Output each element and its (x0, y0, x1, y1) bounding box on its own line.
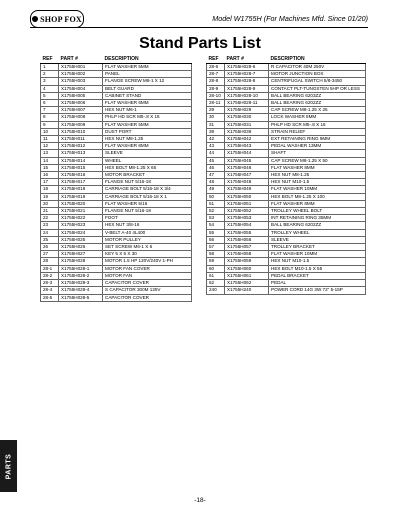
part-number-cell: X1755H014 (59, 157, 103, 164)
table-row (207, 100, 366, 107)
part-number-cell: X1755H023 (59, 222, 103, 229)
ref-cell: 24 (41, 229, 59, 236)
side-tab-label: PARTS (5, 453, 12, 479)
table-row (41, 258, 192, 265)
description-cell: STRAIN RELIEF (269, 128, 366, 135)
ref-cell: 12 (41, 143, 59, 150)
column-header-part: PART # (59, 56, 103, 64)
part-number-cell: X1755H029 (225, 107, 269, 114)
table-row (41, 272, 192, 279)
description-cell: SET SCREW M6-1 X 6 (103, 244, 192, 251)
model-heading: Model W1755H (For Machines Mfd. Since 01/20) (212, 14, 368, 23)
description-cell: MOTOR BRACKET (103, 172, 192, 179)
part-number-cell: X1755H005 (59, 92, 103, 99)
part-number-cell: X1755H240 (225, 287, 269, 294)
part-number-cell: X1755H018 (59, 186, 103, 193)
shop-fox-logo (30, 10, 84, 28)
ref-cell: 29 (207, 107, 225, 114)
table-row (41, 265, 192, 272)
ref-cell: 28-2 (41, 272, 59, 279)
description-cell: HEX BOLT M8-1.25 X 65 (103, 164, 192, 171)
part-number-cell: X1755H025 (59, 236, 103, 243)
part-number-cell: X1755H042 (225, 136, 269, 143)
table-row (41, 150, 192, 157)
column-header-ref: REF (207, 56, 225, 64)
table-header-row (207, 56, 366, 64)
part-number-cell: X1755H028-11 (225, 100, 269, 107)
description-cell: FLAT WASHER 5MM (103, 64, 192, 71)
ref-cell: 39 (207, 128, 225, 135)
description-cell: BALL BEARING 6202ZZ (269, 222, 366, 229)
ref-cell: 52 (207, 208, 225, 215)
description-cell: FOOT (103, 215, 192, 222)
part-number-cell: X1755H001 (59, 64, 103, 71)
table-row (41, 143, 192, 150)
table-row (207, 114, 366, 121)
ref-cell: 42 (207, 136, 225, 143)
ref-cell: 49 (207, 186, 225, 193)
table-row (207, 179, 366, 186)
part-number-cell: X1755H051 (225, 200, 269, 207)
part-number-cell: X1755H053 (225, 215, 269, 222)
ref-cell: 21 (41, 208, 59, 215)
part-number-cell: X1755H061 (225, 272, 269, 279)
description-cell: INT RETAINING RING 35MM (269, 215, 366, 222)
table-row (207, 236, 366, 243)
part-number-cell: X1755H055 (225, 229, 269, 236)
part-number-cell: X1755H019 (59, 193, 103, 200)
ref-cell: 16 (41, 172, 59, 179)
table-row (41, 100, 192, 107)
ref-cell: 43 (207, 143, 225, 150)
table-row (207, 200, 366, 207)
part-number-cell: X1755H022 (59, 215, 103, 222)
description-cell: HEX NUT M6-1 (103, 107, 192, 114)
description-cell: CAPACITOR COVER (103, 294, 192, 301)
ref-cell: 20 (41, 200, 59, 207)
description-cell: KEY 5 X 5 X 30 (103, 251, 192, 258)
table-row (207, 272, 366, 279)
table-row (207, 172, 366, 179)
description-cell: PHLP HD SCR M5-.8 X 16 (103, 114, 192, 121)
table-row (207, 222, 366, 229)
table-row (41, 92, 192, 99)
parts-table-left (40, 56, 192, 302)
ref-cell: 46 (207, 164, 225, 171)
part-number-cell: X1755H028-4 (59, 287, 103, 294)
part-number-cell: X1755H028-9 (225, 85, 269, 92)
table-row (207, 265, 366, 272)
part-number-cell: X1755H049 (225, 186, 269, 193)
ref-cell: 59 (207, 258, 225, 265)
table-row (41, 294, 192, 301)
column-header-description: DESCRIPTION (103, 56, 192, 64)
table-row (207, 287, 366, 294)
description-cell: PEDAL WASHER 13MM (269, 143, 366, 150)
table-row (207, 208, 366, 215)
part-number-cell: X1755H026 (59, 244, 103, 251)
description-cell: SHAFT (269, 150, 366, 157)
part-number-cell: X1755H056 (225, 236, 269, 243)
description-cell: HEX NUT M10-1.5 (269, 258, 366, 265)
ref-cell: 28-9 (207, 85, 225, 92)
part-number-cell: X1755H043 (225, 143, 269, 150)
table-row (41, 222, 192, 229)
ref-cell: 9 (41, 121, 59, 128)
table-row (41, 121, 192, 128)
part-number-cell: X1755H017 (59, 179, 103, 186)
description-cell: FLAT WASHER 5MM (103, 121, 192, 128)
table-row (207, 280, 366, 287)
table-row (207, 157, 366, 164)
table-row (207, 186, 366, 193)
description-cell: S CAPACITOR 300M 125V (103, 287, 192, 294)
table-row (41, 78, 192, 85)
part-number-cell: X1755H027 (59, 251, 103, 258)
part-number-cell: X1755H028-1 (59, 265, 103, 272)
description-cell: SLEEVE (103, 150, 192, 157)
ref-cell: 17 (41, 179, 59, 186)
ref-cell: 5 (41, 92, 59, 99)
description-cell: POWER CORD 14G 3W 72" 5-15P (269, 287, 366, 294)
description-cell: MOTOR FAN COVER (103, 265, 192, 272)
ref-cell: 47 (207, 172, 225, 179)
table-row (207, 215, 366, 222)
ref-cell: 44 (207, 150, 225, 157)
description-cell: CARRIAGE BOLT 5/16-18 X 1 (103, 193, 192, 200)
description-cell: HEX NUT M8-1.25 (269, 172, 366, 179)
ref-cell: 54 (207, 222, 225, 229)
part-number-cell: X1755H012 (59, 143, 103, 150)
ref-cell: 57 (207, 244, 225, 251)
part-number-cell: X1755H031 (225, 121, 269, 128)
table-row (41, 208, 192, 215)
description-cell: WHEEL (103, 157, 192, 164)
description-cell: HEX NUT 3/8-16 (103, 222, 192, 229)
part-number-cell: X1755H047 (225, 172, 269, 179)
ref-cell: 28-3 (41, 280, 59, 287)
description-cell: FLAT WASHER 8MM (269, 164, 366, 171)
description-cell: PEDAL (269, 280, 366, 287)
ref-cell: 31 (207, 121, 225, 128)
description-cell: CAPACITOR COVER (103, 280, 192, 287)
ref-cell: 10 (41, 128, 59, 135)
table-row (41, 172, 192, 179)
description-cell: SLEEVE (269, 236, 366, 243)
table-row (41, 71, 192, 78)
page-title: Stand Parts List (139, 35, 261, 52)
table-row (41, 136, 192, 143)
table-row (41, 287, 192, 294)
ref-cell: 18 (41, 186, 59, 193)
table-row (41, 107, 192, 114)
ref-cell: 50 (207, 193, 225, 200)
part-number-cell: X1755H028-10 (225, 92, 269, 99)
description-cell: CAP SCREW M8-1.25 X 25 (269, 107, 366, 114)
table-row (41, 215, 192, 222)
description-cell: PANEL (103, 71, 192, 78)
ref-cell: 28-8 (207, 78, 225, 85)
description-cell: LOCK WASHER 8MM (269, 114, 366, 121)
table-row (41, 157, 192, 164)
part-number-cell: X1755H010 (59, 128, 103, 135)
ref-cell: 8 (41, 114, 59, 121)
description-cell: BALL BEARING 6203ZZ (269, 92, 366, 99)
ref-cell: 51 (207, 200, 225, 207)
description-cell: CABINET STAND (103, 92, 192, 99)
ref-cell: 28-7 (207, 71, 225, 78)
part-number-cell: X1755H054 (225, 222, 269, 229)
table-row (207, 164, 366, 171)
description-cell: BELT GUARD (103, 85, 192, 92)
description-cell: BALL BEARING 6202ZZ (269, 100, 366, 107)
parts-side-tab (0, 440, 17, 492)
ref-cell: 28-10 (207, 92, 225, 99)
column-header-description: DESCRIPTION (269, 56, 366, 64)
ref-cell: 11 (41, 136, 59, 143)
table-row (41, 193, 192, 200)
table-row (41, 85, 192, 92)
part-number-cell: X1755H028 (59, 258, 103, 265)
ref-cell: 3 (41, 78, 59, 85)
table-row (207, 107, 366, 114)
ref-cell: 58 (207, 251, 225, 258)
description-cell: CARRIAGE BOLT 5/16-18 X 3/4 (103, 186, 192, 193)
part-number-cell: X1755H028-3 (59, 280, 103, 287)
description-cell: CONTACT PLT-TUNGSTEN 5HP OR LESS (269, 85, 366, 92)
description-cell: FLAT WASHER 8MM (269, 200, 366, 207)
part-number-cell: X1755H011 (59, 136, 103, 143)
part-number-cell: X1755H048 (225, 179, 269, 186)
part-number-cell: X1755H020 (59, 200, 103, 207)
ref-cell: 60 (207, 265, 225, 272)
ref-cell: 28 (41, 258, 59, 265)
part-number-cell: X1755H015 (59, 164, 103, 171)
description-cell: MOTOR PULLEY (103, 236, 192, 243)
column-header-ref: REF (41, 56, 59, 64)
ref-cell: 55 (207, 229, 225, 236)
description-cell: PHLP HD SCR M5-.8 X 16 (269, 121, 366, 128)
part-number-cell: X1755H021 (59, 208, 103, 215)
ref-cell: 28-1 (41, 265, 59, 272)
part-number-cell: X1755H028-7 (225, 71, 269, 78)
ref-cell: 240 (207, 287, 225, 294)
table-row (207, 71, 366, 78)
ref-cell: 28-4 (41, 287, 59, 294)
table-row (41, 114, 192, 121)
description-cell: EXT RETAINING RING 9MM (269, 136, 366, 143)
description-cell: CAP SCREW M8-1.25 X 50 (269, 157, 366, 164)
description-cell: PEDAL BRACKET (269, 272, 366, 279)
description-cell: MOTOR 1.5 HP 120V/240V 1-PH (103, 258, 192, 265)
part-number-cell: X1755H024 (59, 229, 103, 236)
table-row (41, 200, 192, 207)
table-row (41, 128, 192, 135)
description-cell: DUST PORT (103, 128, 192, 135)
ref-cell: 25 (41, 236, 59, 243)
description-cell: FLANGE SCREW M6-1 X 12 (103, 78, 192, 85)
table-row (207, 229, 366, 236)
ref-cell: 19 (41, 193, 59, 200)
description-cell: FLAT WASHER 5/16 (103, 200, 192, 207)
description-cell: HEX BOLT M8-1.25 X 100 (269, 193, 366, 200)
part-number-cell: X1755H028-5 (59, 294, 103, 301)
table-row (207, 85, 366, 92)
header-rule (30, 27, 368, 28)
table-row (41, 244, 192, 251)
ref-cell: 2 (41, 71, 59, 78)
table-row (41, 179, 192, 186)
ref-cell: 4 (41, 85, 59, 92)
table-row (207, 251, 366, 258)
table-row (207, 92, 366, 99)
part-number-cell: X1755H013 (59, 150, 103, 157)
part-number-cell: X1755H028-2 (59, 272, 103, 279)
table-row (207, 150, 366, 157)
description-cell: R CAPACITOR 40M 250V (269, 64, 366, 71)
ref-cell: 6 (41, 100, 59, 107)
part-number-cell: X1755H002 (59, 71, 103, 78)
ref-cell: 27 (41, 251, 59, 258)
part-number-cell: X1755H003 (59, 78, 103, 85)
description-cell: CENTRIFUGAL SWITCH 5/8-3450 (269, 78, 366, 85)
ref-cell: 28-11 (207, 100, 225, 107)
parts-table-right (206, 56, 366, 295)
part-number-cell: X1755H006 (59, 100, 103, 107)
description-cell: MOTOR JUNCTION BOX (269, 71, 366, 78)
ref-cell: 26 (41, 244, 59, 251)
table-row (207, 143, 366, 150)
logo-text: SHOP FOX (40, 14, 82, 24)
ref-cell: 22 (41, 215, 59, 222)
table-row (207, 78, 366, 85)
table-row (41, 236, 192, 243)
description-cell: FLAT WASHER 8MM (103, 143, 192, 150)
part-number-cell: X1755H008 (59, 114, 103, 121)
table-row (207, 128, 366, 135)
ref-cell: 13 (41, 150, 59, 157)
ref-cell: 53 (207, 215, 225, 222)
ref-cell: 28-5 (41, 294, 59, 301)
description-cell: FLAT WASHER 6MM (103, 100, 192, 107)
table-row (41, 164, 192, 171)
ref-cell: 14 (41, 157, 59, 164)
table-row (207, 136, 366, 143)
description-cell: TROLLEY WHEEL BOLT (269, 208, 366, 215)
part-number-cell: X1755H046 (225, 164, 269, 171)
ref-cell: 48 (207, 179, 225, 186)
description-cell: TROLLEY BRACKET (269, 244, 366, 251)
description-cell: MOTOR FAN (103, 272, 192, 279)
part-number-cell: X1755H030 (225, 114, 269, 121)
part-number-cell: X1755H058 (225, 251, 269, 258)
description-cell: FLAT WASHER 10MM (269, 251, 366, 258)
part-number-cell: X1755H016 (59, 172, 103, 179)
part-number-cell: X1755H009 (59, 121, 103, 128)
table-row (41, 229, 192, 236)
table-row (207, 258, 366, 265)
part-number-cell: X1755H052 (225, 208, 269, 215)
table-row (207, 244, 366, 251)
part-number-cell: X1755H050 (225, 193, 269, 200)
table-row (41, 280, 192, 287)
part-number-cell: X1755H045 (225, 157, 269, 164)
ref-cell: 56 (207, 236, 225, 243)
part-number-cell: X1755H044 (225, 150, 269, 157)
ref-cell: 61 (207, 272, 225, 279)
part-number-cell: X1755H028-8 (225, 78, 269, 85)
table-row (207, 193, 366, 200)
table-row (41, 64, 192, 71)
description-cell: FLAT WASHER 10MM (269, 186, 366, 193)
description-cell: HEX NUT M8-1.25 (103, 136, 192, 143)
table-row (207, 64, 366, 71)
ref-cell: 30 (207, 114, 225, 121)
fox-head-icon (32, 16, 38, 22)
table-row (41, 251, 192, 258)
ref-cell: 23 (41, 222, 59, 229)
table-header-row (41, 56, 192, 64)
column-header-part: PART # (225, 56, 269, 64)
part-number-cell: X1755H059 (225, 258, 269, 265)
description-cell: FLANGE NUT 5/16-18 (103, 208, 192, 215)
ref-cell: 62 (207, 280, 225, 287)
table-row (207, 121, 366, 128)
part-number-cell: X1755H060 (225, 265, 269, 272)
ref-cell: 7 (41, 107, 59, 114)
part-number-cell: X1755H057 (225, 244, 269, 251)
description-cell: HEX NUT M10-1.5 (269, 179, 366, 186)
description-cell: HEX BOLT M10-1.5 X 55 (269, 265, 366, 272)
description-cell: V-BELT A-40 4L400 (103, 229, 192, 236)
description-cell: TROLLEY WHEEL (269, 229, 366, 236)
part-number-cell: X1755H062 (225, 280, 269, 287)
table-row (41, 186, 192, 193)
description-cell: FLANGE NUT 5/16-18 (103, 179, 192, 186)
part-number-cell: X1755H028-6 (225, 64, 269, 71)
ref-cell: 15 (41, 164, 59, 171)
page-number: -18- (194, 497, 206, 504)
part-number-cell: X1755H039 (225, 128, 269, 135)
part-number-cell: X1755H004 (59, 85, 103, 92)
part-number-cell: X1755H007 (59, 107, 103, 114)
ref-cell: 28-6 (207, 64, 225, 71)
ref-cell: 1 (41, 64, 59, 71)
ref-cell: 45 (207, 157, 225, 164)
